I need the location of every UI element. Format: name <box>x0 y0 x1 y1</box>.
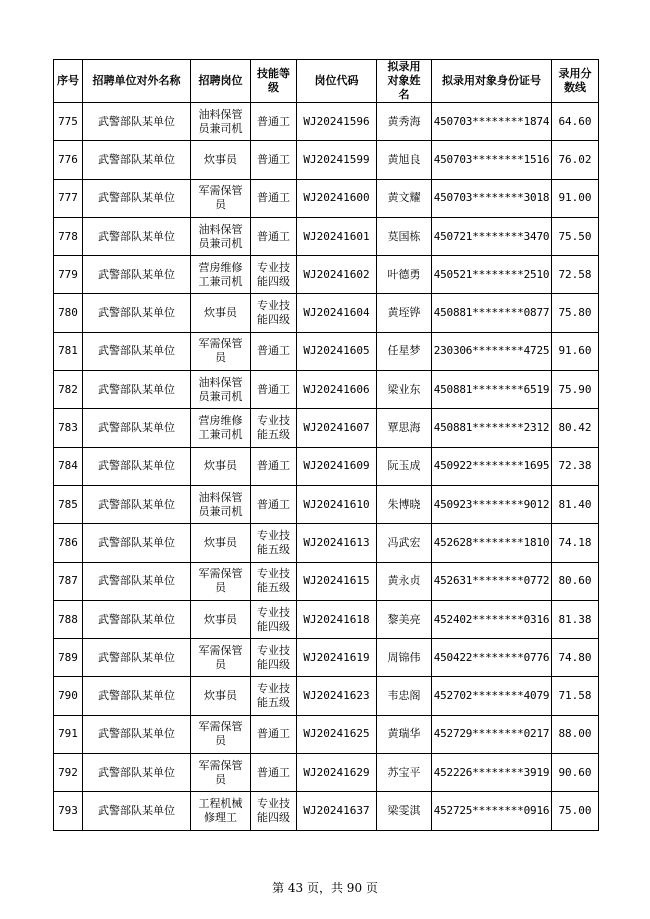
table-row <box>54 141 599 179</box>
cell-id: 450881********0877 <box>432 294 552 332</box>
table-row <box>54 792 599 830</box>
cell-seq: 781 <box>54 332 83 370</box>
cell-code: WJ20241602 <box>297 256 377 294</box>
cell-score: 72.38 <box>552 447 599 485</box>
cell-name: 任星梦 <box>377 332 432 370</box>
cell-unit: 武警部队某单位 <box>83 103 191 141</box>
cell-code: WJ20241607 <box>297 409 377 447</box>
cell-score: 71.58 <box>552 677 599 715</box>
cell-id: 450422********0776 <box>432 639 552 677</box>
cell-seq: 783 <box>54 409 83 447</box>
cell-unit: 武警部队某单位 <box>83 754 191 792</box>
cell-score: 75.50 <box>552 217 599 255</box>
table-row <box>54 409 599 447</box>
cell-code: WJ20241610 <box>297 485 377 523</box>
cell-post: 营房维修工兼司机 <box>191 256 251 294</box>
cell-code: WJ20241615 <box>297 562 377 600</box>
cell-skill: 专业技能四级 <box>251 792 297 830</box>
cell-post: 油料保管员兼司机 <box>191 103 251 141</box>
cell-seq: 788 <box>54 600 83 638</box>
table-row <box>54 677 599 715</box>
cell-code: WJ20241625 <box>297 715 377 753</box>
cell-code: WJ20241618 <box>297 600 377 638</box>
cell-seq: 789 <box>54 639 83 677</box>
cell-seq: 787 <box>54 562 83 600</box>
cell-id: 450703********1874 <box>432 103 552 141</box>
cell-unit: 武警部队某单位 <box>83 485 191 523</box>
header-name: 拟录用对象姓名 <box>377 60 432 103</box>
cell-post: 军需保管员 <box>191 639 251 677</box>
cell-name: 黄瑞华 <box>377 715 432 753</box>
header-id: 拟录用对象身份证号 <box>432 60 552 103</box>
cell-unit: 武警部队某单位 <box>83 792 191 830</box>
cell-skill: 专业技能五级 <box>251 409 297 447</box>
cell-seq: 784 <box>54 447 83 485</box>
cell-post: 炊事员 <box>191 447 251 485</box>
cell-name: 周锦伟 <box>377 639 432 677</box>
cell-skill: 普通工 <box>251 141 297 179</box>
cell-id: 450521********2510 <box>432 256 552 294</box>
cell-post: 军需保管员 <box>191 754 251 792</box>
recruitment-table <box>53 59 599 831</box>
cell-skill: 普通工 <box>251 217 297 255</box>
cell-unit: 武警部队某单位 <box>83 409 191 447</box>
cell-unit: 武警部队某单位 <box>83 294 191 332</box>
cell-seq: 779 <box>54 256 83 294</box>
cell-score: 75.80 <box>552 294 599 332</box>
cell-code: WJ20241629 <box>297 754 377 792</box>
cell-post: 油料保管员兼司机 <box>191 371 251 409</box>
cell-id: 450881********2312 <box>432 409 552 447</box>
cell-post: 炊事员 <box>191 677 251 715</box>
cell-id: 450703********3018 <box>432 179 552 217</box>
cell-unit: 武警部队某单位 <box>83 677 191 715</box>
cell-post: 军需保管员 <box>191 562 251 600</box>
cell-code: WJ20241604 <box>297 294 377 332</box>
cell-id: 450923********9012 <box>432 485 552 523</box>
cell-seq: 786 <box>54 524 83 562</box>
cell-name: 覃思海 <box>377 409 432 447</box>
cell-skill: 普通工 <box>251 103 297 141</box>
cell-unit: 武警部队某单位 <box>83 141 191 179</box>
cell-name: 黄永贞 <box>377 562 432 600</box>
cell-seq: 775 <box>54 103 83 141</box>
cell-code: WJ20241619 <box>297 639 377 677</box>
table-row <box>54 754 599 792</box>
cell-post: 油料保管员兼司机 <box>191 485 251 523</box>
cell-unit: 武警部队某单位 <box>83 179 191 217</box>
table-row <box>54 524 599 562</box>
cell-seq: 793 <box>54 792 83 830</box>
cell-id: 452702********4079 <box>432 677 552 715</box>
header-post: 招聘岗位 <box>191 60 251 103</box>
table-header-row <box>54 60 599 103</box>
cell-code: WJ20241637 <box>297 792 377 830</box>
table-row <box>54 332 599 370</box>
cell-name: 黎美亮 <box>377 600 432 638</box>
cell-code: WJ20241609 <box>297 447 377 485</box>
cell-code: WJ20241599 <box>297 141 377 179</box>
cell-id: 450922********1695 <box>432 447 552 485</box>
cell-score: 91.00 <box>552 179 599 217</box>
cell-id: 452628********1810 <box>432 524 552 562</box>
table-body <box>54 103 599 831</box>
cell-score: 91.60 <box>552 332 599 370</box>
cell-post: 油料保管员兼司机 <box>191 217 251 255</box>
cell-code: WJ20241605 <box>297 332 377 370</box>
cell-code: WJ20241600 <box>297 179 377 217</box>
cell-seq: 780 <box>54 294 83 332</box>
cell-score: 76.02 <box>552 141 599 179</box>
table-row <box>54 371 599 409</box>
cell-skill: 专业技能四级 <box>251 256 297 294</box>
cell-post: 军需保管员 <box>191 332 251 370</box>
cell-skill: 普通工 <box>251 485 297 523</box>
cell-seq: 785 <box>54 485 83 523</box>
table-row <box>54 256 599 294</box>
header-skill: 技能等级 <box>251 60 297 103</box>
cell-score: 88.00 <box>552 715 599 753</box>
cell-skill: 专业技能五级 <box>251 562 297 600</box>
cell-seq: 778 <box>54 217 83 255</box>
cell-name: 韦忠阁 <box>377 677 432 715</box>
cell-score: 75.00 <box>552 792 599 830</box>
cell-unit: 武警部队某单位 <box>83 562 191 600</box>
cell-post: 营房维修工兼司机 <box>191 409 251 447</box>
header-unit: 招聘单位对外名称 <box>83 60 191 103</box>
cell-score: 81.40 <box>552 485 599 523</box>
cell-name: 黄秀海 <box>377 103 432 141</box>
page-number: 第 43 页，共 90 页 <box>272 881 378 895</box>
cell-unit: 武警部队某单位 <box>83 371 191 409</box>
cell-name: 朱博晓 <box>377 485 432 523</box>
cell-skill: 专业技能四级 <box>251 600 297 638</box>
cell-id: 452226********3919 <box>432 754 552 792</box>
cell-name: 梁业东 <box>377 371 432 409</box>
cell-post: 炊事员 <box>191 141 251 179</box>
cell-name: 苏宝平 <box>377 754 432 792</box>
cell-unit: 武警部队某单位 <box>83 332 191 370</box>
cell-name: 莫国栋 <box>377 217 432 255</box>
cell-score: 80.60 <box>552 562 599 600</box>
cell-unit: 武警部队某单位 <box>83 600 191 638</box>
cell-seq: 790 <box>54 677 83 715</box>
cell-post: 炊事员 <box>191 294 251 332</box>
cell-skill: 专业技能五级 <box>251 677 297 715</box>
cell-seq: 792 <box>54 754 83 792</box>
cell-skill: 普通工 <box>251 447 297 485</box>
cell-code: WJ20241596 <box>297 103 377 141</box>
cell-score: 80.42 <box>552 409 599 447</box>
cell-post: 军需保管员 <box>191 179 251 217</box>
cell-score: 64.60 <box>552 103 599 141</box>
cell-unit: 武警部队某单位 <box>83 639 191 677</box>
cell-name: 黄文耀 <box>377 179 432 217</box>
cell-name: 阮玉成 <box>377 447 432 485</box>
cell-score: 81.38 <box>552 600 599 638</box>
cell-seq: 776 <box>54 141 83 179</box>
cell-name: 梁雯淇 <box>377 792 432 830</box>
cell-id: 450703********1516 <box>432 141 552 179</box>
cell-id: 452729********0217 <box>432 715 552 753</box>
table-row <box>54 485 599 523</box>
cell-id: 450721********3470 <box>432 217 552 255</box>
cell-name: 叶德勇 <box>377 256 432 294</box>
cell-id: 452402********0316 <box>432 600 552 638</box>
cell-score: 90.60 <box>552 754 599 792</box>
cell-skill: 普通工 <box>251 754 297 792</box>
cell-unit: 武警部队某单位 <box>83 217 191 255</box>
table-row <box>54 179 599 217</box>
cell-post: 炊事员 <box>191 600 251 638</box>
cell-id: 230306********4725 <box>432 332 552 370</box>
cell-seq: 777 <box>54 179 83 217</box>
cell-seq: 791 <box>54 715 83 753</box>
table-row <box>54 217 599 255</box>
table-row <box>54 103 599 141</box>
cell-name: 冯武宏 <box>377 524 432 562</box>
cell-post: 炊事员 <box>191 524 251 562</box>
header-code: 岗位代码 <box>297 60 377 103</box>
table-row <box>54 600 599 638</box>
cell-unit: 武警部队某单位 <box>83 715 191 753</box>
cell-name: 黄垤铧 <box>377 294 432 332</box>
cell-id: 452631********0772 <box>432 562 552 600</box>
cell-unit: 武警部队某单位 <box>83 524 191 562</box>
cell-unit: 武警部队某单位 <box>83 447 191 485</box>
table-row <box>54 715 599 753</box>
cell-score: 75.90 <box>552 371 599 409</box>
table-row <box>54 447 599 485</box>
cell-skill: 专业技能四级 <box>251 294 297 332</box>
cell-skill: 专业技能四级 <box>251 639 297 677</box>
cell-post: 工程机械修理工 <box>191 792 251 830</box>
cell-name: 黄旭良 <box>377 141 432 179</box>
cell-skill: 普通工 <box>251 371 297 409</box>
header-seq: 序号 <box>54 60 83 103</box>
cell-id: 452725********0916 <box>432 792 552 830</box>
cell-id: 450881********6519 <box>432 371 552 409</box>
cell-seq: 782 <box>54 371 83 409</box>
cell-skill: 普通工 <box>251 332 297 370</box>
cell-code: WJ20241613 <box>297 524 377 562</box>
cell-code: WJ20241606 <box>297 371 377 409</box>
cell-score: 74.80 <box>552 639 599 677</box>
cell-skill: 普通工 <box>251 179 297 217</box>
cell-score: 72.58 <box>552 256 599 294</box>
table-row <box>54 294 599 332</box>
cell-code: WJ20241623 <box>297 677 377 715</box>
cell-skill: 普通工 <box>251 715 297 753</box>
table-row <box>54 562 599 600</box>
cell-code: WJ20241601 <box>297 217 377 255</box>
table-row <box>54 639 599 677</box>
cell-score: 74.18 <box>552 524 599 562</box>
cell-unit: 武警部队某单位 <box>83 256 191 294</box>
cell-post: 军需保管员 <box>191 715 251 753</box>
header-score: 录用分数线 <box>552 60 599 103</box>
cell-skill: 专业技能五级 <box>251 524 297 562</box>
